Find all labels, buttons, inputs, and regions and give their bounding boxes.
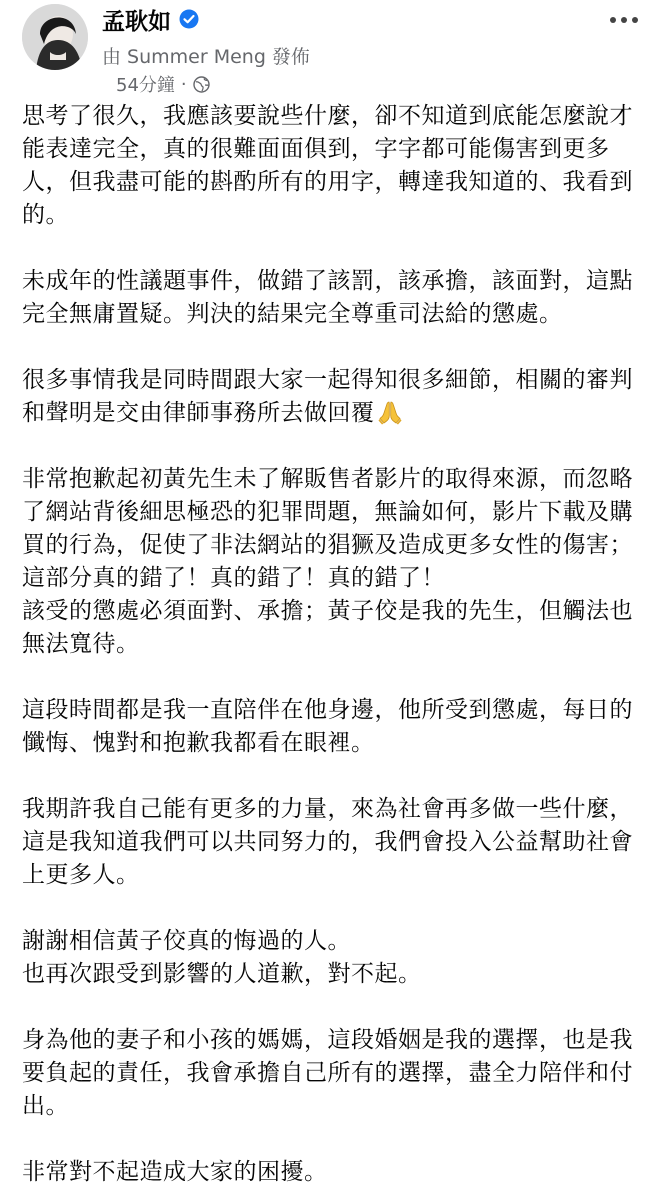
author-row	[102, 2, 199, 36]
published-by-text[interactable]: 由 Summer Meng 發佈	[102, 46, 310, 68]
more-options-icon	[610, 17, 616, 23]
more-options-dot	[632, 17, 638, 23]
post-paragraph: 非常抱歉起初黃先生未了解販售者影片的取得來源，而忽略了網站背後細思極恐的犯罪問題，無論如何，影片下載及購買的行為，促使了非法網站的猖獗及造成更多女性的傷害； 這部分真的錯了！真的錯了！真的錯了！ 該受的懲處必須面對、承擔；黃子佼是我的先生，但觸法也無法寬待。	[22, 466, 633, 657]
post-body	[22, 100, 642, 1189]
post-meta	[116, 72, 210, 96]
globe-icon[interactable]	[193, 76, 210, 93]
avatar[interactable]	[22, 4, 88, 70]
more-options-button[interactable]	[610, 10, 638, 30]
post-paragraph: 我期許我自己能有更多的力量，來為社會再多做一些什麼，這是我知道我們可以共同努力的，我們會投入公益幫助社會上更多人。	[22, 796, 633, 888]
post-paragraph-text: 很多事情我是同時間跟大家一起得知很多細節，相關的審判和聲明是交由律師事務所去做回覆	[22, 367, 633, 426]
more-options-dot	[621, 17, 627, 23]
post-header	[0, 0, 660, 100]
verified-badge-icon	[179, 9, 199, 29]
post-paragraph-with-emoji	[22, 364, 642, 430]
post-paragraph: 這段時間都是我一直陪伴在他身邊，他所受到懲處，每日的懺悔、愧對和抱歉我都看在眼裡。	[22, 697, 633, 756]
post-paragraph: 未成年的性議題事件，做錯了該罰，該承擔，該面對，這點完全無庸置疑。判決的結果完全尊重司法給的懲處。	[22, 268, 633, 327]
post-paragraph: 非常對不起造成大家的困擾。	[22, 1159, 328, 1185]
meta-separator: ·	[180, 73, 187, 95]
post-paragraph: 身為他的妻子和小孩的媽媽，這段婚姻是我的選擇，也是我要負起的責任，我會承擔自己所有的選擇，盡全力陪伴和付出。	[22, 1027, 633, 1119]
post-timestamp[interactable]: 54分鐘	[116, 75, 175, 96]
post-paragraph: 謝謝相信黃子佼真的悔過的人。 也再次跟受到影響的人道歉，對不起。	[22, 928, 422, 987]
folded-hands-emoji-icon	[377, 399, 403, 425]
author-name[interactable]: 孟耿如	[102, 8, 171, 35]
post-paragraph: 思考了很久，我應該要說些什麼，卻不知道到底能怎麼說才能表達完全，真的很難面面俱到，字字都可能傷害到更多人，但我盡可能的斟酌所有的用字，轉達我知道的、我看到的。	[22, 103, 633, 228]
avatar-image	[22, 4, 88, 70]
